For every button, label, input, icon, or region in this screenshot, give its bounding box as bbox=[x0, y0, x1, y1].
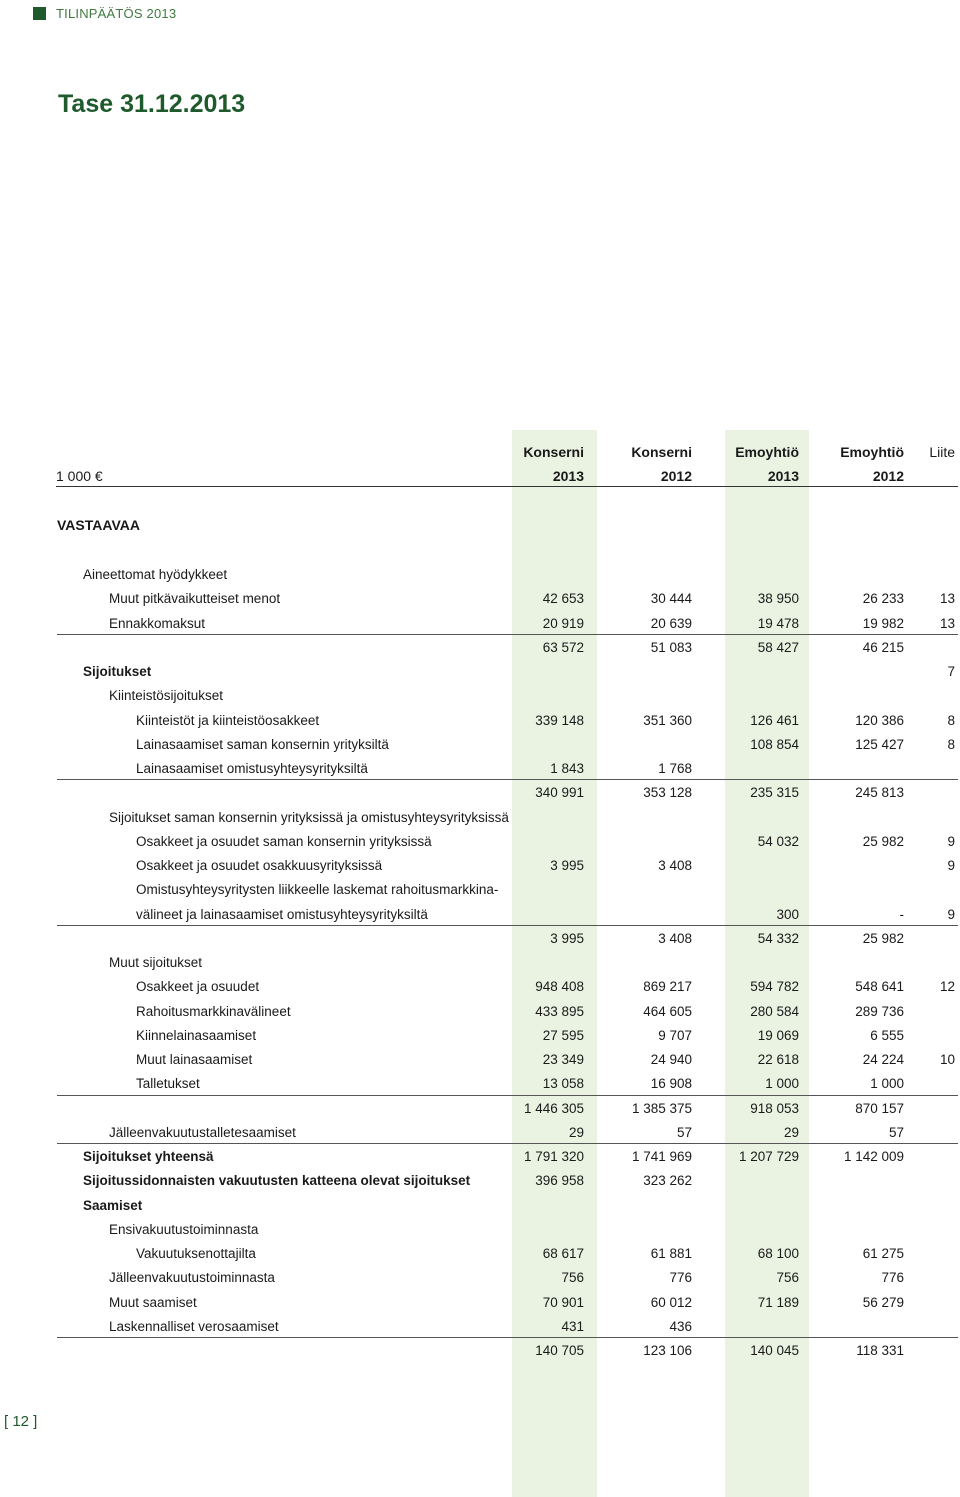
value-cell: 300 bbox=[776, 906, 799, 922]
value-cell: 280 584 bbox=[750, 1003, 799, 1019]
value-cell: 19 982 bbox=[862, 615, 904, 631]
value-cell: 26 233 bbox=[862, 591, 904, 607]
value-cell: 756 bbox=[561, 1270, 584, 1286]
value-cell: 68 100 bbox=[757, 1246, 799, 1261]
value-cell: 1 142 009 bbox=[843, 1149, 904, 1164]
value-cell: 140 045 bbox=[750, 1343, 799, 1358]
value-cell: 6 555 bbox=[870, 1027, 904, 1043]
table-row bbox=[0, 804, 960, 828]
table-row bbox=[0, 949, 960, 973]
value-cell: 58 427 bbox=[757, 639, 799, 655]
value-cell: 19 478 bbox=[757, 615, 799, 631]
table-row bbox=[0, 1264, 960, 1288]
subtotal-row bbox=[0, 1095, 960, 1119]
table-row bbox=[0, 658, 960, 682]
value-cell: 22 618 bbox=[757, 1052, 799, 1067]
value-cell: 30 444 bbox=[650, 591, 692, 607]
table-row bbox=[0, 1240, 960, 1264]
table-row bbox=[0, 901, 960, 925]
value-cell: 63 572 bbox=[542, 639, 584, 655]
row-label: Ennakkomaksut bbox=[109, 615, 206, 631]
value-cell: 118 331 bbox=[856, 1343, 904, 1358]
table-row bbox=[0, 973, 960, 997]
value-cell: 1 843 bbox=[550, 761, 584, 776]
value-cell: 29 bbox=[783, 1124, 799, 1140]
unit-label: 1 000 € bbox=[56, 468, 103, 484]
row-label: Sijoitukset bbox=[83, 664, 152, 679]
subtotal-row bbox=[0, 779, 960, 803]
row-label: Rahoitusmarkkinavälineet bbox=[136, 1003, 291, 1019]
value-cell: 431 bbox=[561, 1318, 584, 1334]
value-cell: 29 bbox=[568, 1124, 584, 1140]
value-cell: 464 605 bbox=[643, 1003, 692, 1019]
col-header-liite: Liite bbox=[929, 444, 955, 460]
row-label: Ensivakuutustoiminnasta bbox=[109, 1221, 259, 1237]
value-cell: 776 bbox=[669, 1270, 692, 1286]
value-cell: 3 408 bbox=[658, 930, 692, 946]
header-divider bbox=[56, 486, 958, 487]
value-cell: 1 741 969 bbox=[631, 1149, 692, 1164]
value-cell: 120 386 bbox=[855, 712, 904, 728]
row-label: Osakkeet ja osuudet bbox=[136, 979, 260, 995]
value-cell: 51 083 bbox=[650, 639, 692, 655]
value-cell: 60 012 bbox=[650, 1294, 692, 1310]
row-label: Lainasaamiset omistusyhteysyrityksiltä bbox=[136, 761, 368, 776]
note-ref-cell: 8 bbox=[947, 736, 955, 752]
value-cell: - bbox=[899, 906, 904, 922]
value-cell: 548 641 bbox=[855, 979, 904, 995]
note-ref-cell: 9 bbox=[947, 833, 955, 849]
col-year-4: 2012 bbox=[872, 468, 904, 484]
value-cell: 1 791 320 bbox=[523, 1149, 584, 1164]
row-label: välineet ja lainasaamiset omistusyhteysyrityksiltä bbox=[136, 906, 428, 922]
table-row bbox=[0, 610, 960, 634]
value-cell: 289 736 bbox=[855, 1003, 904, 1019]
value-cell: 1 000 bbox=[870, 1076, 904, 1092]
row-label: Kiinteistösijoitukset bbox=[109, 688, 224, 704]
row-label: Jälleenvakuutustalletesaamiset bbox=[109, 1124, 296, 1140]
value-cell: 340 991 bbox=[535, 785, 584, 801]
value-cell: 140 705 bbox=[535, 1343, 584, 1358]
value-cell: 46 215 bbox=[862, 639, 904, 655]
value-cell: 71 189 bbox=[757, 1294, 799, 1310]
table-row bbox=[0, 1070, 960, 1094]
table-row bbox=[0, 755, 960, 779]
row-label: Omistusyhteysyritysten liikkeelle laskemat rahoitusmarkkina- bbox=[136, 882, 499, 898]
note-ref-cell: 12 bbox=[939, 979, 955, 995]
value-cell: 25 982 bbox=[862, 930, 904, 946]
value-cell: 1 446 305 bbox=[523, 1100, 584, 1116]
value-cell: 3 408 bbox=[658, 858, 692, 873]
value-cell: 1 207 729 bbox=[738, 1149, 799, 1164]
value-cell: 323 262 bbox=[643, 1173, 692, 1189]
row-label: Kiinnelainasaamiset bbox=[136, 1027, 257, 1043]
note-ref-cell: 7 bbox=[947, 664, 955, 679]
value-cell: 1 768 bbox=[658, 761, 692, 776]
value-cell: 9 707 bbox=[658, 1027, 692, 1043]
value-cell: 20 919 bbox=[542, 615, 584, 631]
table-row bbox=[0, 1022, 960, 1046]
table-row bbox=[0, 682, 960, 706]
subtotal-row bbox=[0, 925, 960, 949]
value-cell: 1 000 bbox=[765, 1076, 799, 1092]
value-cell: 396 958 bbox=[535, 1173, 584, 1189]
row-label: Talletukset bbox=[136, 1076, 200, 1092]
table-row bbox=[0, 852, 960, 876]
value-cell: 436 bbox=[669, 1318, 692, 1334]
subtotal-row bbox=[0, 1337, 960, 1361]
table-row bbox=[0, 1167, 960, 1191]
table-row bbox=[0, 707, 960, 731]
row-label: Jälleenvakuutustoiminnasta bbox=[109, 1270, 275, 1286]
col-header-3: Emoyhtiö bbox=[735, 444, 799, 460]
note-ref-cell: 13 bbox=[939, 615, 955, 631]
value-cell: 3 995 bbox=[550, 930, 584, 946]
page-number: [ 12 ] bbox=[4, 1413, 38, 1430]
header-brand bbox=[33, 6, 176, 21]
col-header-2: Konserni bbox=[631, 444, 692, 460]
value-cell: 54 032 bbox=[757, 833, 799, 849]
value-cell: 27 595 bbox=[542, 1027, 584, 1043]
value-cell: 57 bbox=[888, 1124, 904, 1140]
value-cell: 756 bbox=[776, 1270, 799, 1286]
row-label: Osakkeet ja osuudet saman konsernin yrityksissä bbox=[136, 833, 432, 849]
value-cell: 869 217 bbox=[643, 979, 692, 995]
row-label: Muut saamiset bbox=[109, 1294, 197, 1310]
col-year-2: 2012 bbox=[660, 468, 692, 484]
value-cell: 433 895 bbox=[535, 1003, 584, 1019]
value-cell: 339 148 bbox=[535, 712, 584, 728]
row-label: Aineettomat hyödykkeet bbox=[83, 567, 228, 582]
col-header-4: Emoyhtiö bbox=[840, 444, 904, 460]
value-cell: 245 813 bbox=[855, 785, 904, 801]
table-row bbox=[0, 561, 960, 585]
table-row bbox=[0, 1192, 960, 1216]
table-row bbox=[0, 585, 960, 609]
row-label: Saamiset bbox=[83, 1197, 143, 1213]
note-ref-cell: 8 bbox=[947, 712, 955, 728]
subtotal-row bbox=[0, 634, 960, 658]
row-label: Sijoitukset yhteensä bbox=[83, 1149, 214, 1164]
table-row bbox=[0, 1313, 960, 1337]
value-cell: 125 427 bbox=[855, 736, 904, 752]
value-cell: 61 275 bbox=[862, 1246, 904, 1261]
value-cell: 23 349 bbox=[542, 1052, 584, 1067]
table-row bbox=[0, 731, 960, 755]
table-row bbox=[0, 1119, 960, 1143]
value-cell: 16 908 bbox=[650, 1076, 692, 1092]
value-cell: 126 461 bbox=[750, 712, 799, 728]
note-ref-cell: 10 bbox=[939, 1052, 955, 1067]
table-row bbox=[0, 1289, 960, 1313]
row-label: Lainasaamiset saman konsernin yrityksiltä bbox=[136, 736, 389, 752]
value-cell: 353 128 bbox=[643, 785, 692, 801]
value-cell: 57 bbox=[676, 1124, 692, 1140]
value-cell: 24 224 bbox=[862, 1052, 904, 1067]
section-title: VASTAAVAA bbox=[57, 517, 140, 533]
table-row bbox=[0, 1216, 960, 1240]
note-ref-cell: 9 bbox=[947, 858, 955, 873]
row-label: Osakkeet ja osuudet osakkuusyrityksissä bbox=[136, 858, 383, 873]
table-row bbox=[0, 1046, 960, 1070]
balance-sheet-table bbox=[0, 561, 960, 1361]
col-header-1: Konserni bbox=[523, 444, 584, 460]
col-year-1: 2013 bbox=[552, 468, 584, 484]
table-row bbox=[0, 876, 960, 900]
table-row bbox=[0, 998, 960, 1022]
value-cell: 68 617 bbox=[542, 1246, 584, 1261]
row-label: Sijoitussidonnaisten vakuutusten katteena olevat sijoitukset bbox=[83, 1173, 471, 1189]
brand-text: TILINPÄÄTÖS 2013 bbox=[56, 6, 177, 21]
row-label: Muut pitkävaikutteiset menot bbox=[109, 591, 281, 607]
brand-square-icon bbox=[33, 7, 46, 20]
table-row bbox=[0, 828, 960, 852]
value-cell: 948 408 bbox=[535, 979, 584, 995]
value-cell: 38 950 bbox=[757, 591, 799, 607]
value-cell: 24 940 bbox=[650, 1052, 692, 1067]
row-label: Muut lainasaamiset bbox=[136, 1052, 253, 1067]
row-label: Vakuutuksenottajilta bbox=[136, 1246, 256, 1261]
value-cell: 870 157 bbox=[855, 1100, 904, 1116]
value-cell: 19 069 bbox=[757, 1027, 799, 1043]
value-cell: 61 881 bbox=[650, 1246, 692, 1261]
note-ref-cell: 13 bbox=[939, 591, 955, 607]
row-label: Muut sijoitukset bbox=[109, 955, 203, 970]
value-cell: 13 058 bbox=[542, 1076, 584, 1092]
value-cell: 1 385 375 bbox=[631, 1100, 692, 1116]
row-label: Sijoitukset saman konsernin yrityksissä ja omistusyhteysyrityksissä bbox=[109, 809, 509, 825]
note-ref-cell: 9 bbox=[947, 906, 955, 922]
row-label: Kiinteistöt ja kiinteistöosakkeet bbox=[136, 712, 320, 728]
page-title: Tase 31.12.2013 bbox=[58, 90, 246, 118]
value-cell: 3 995 bbox=[550, 858, 584, 873]
row-label: Laskennalliset verosaamiset bbox=[109, 1318, 279, 1334]
value-cell: 108 854 bbox=[750, 736, 799, 752]
value-cell: 123 106 bbox=[643, 1343, 692, 1358]
value-cell: 25 982 bbox=[862, 833, 904, 849]
value-cell: 235 315 bbox=[750, 785, 799, 801]
value-cell: 20 639 bbox=[650, 615, 692, 631]
value-cell: 776 bbox=[881, 1270, 904, 1286]
value-cell: 56 279 bbox=[862, 1294, 904, 1310]
value-cell: 351 360 bbox=[643, 712, 692, 728]
value-cell: 42 653 bbox=[542, 591, 584, 607]
value-cell: 70 901 bbox=[542, 1294, 584, 1310]
value-cell: 594 782 bbox=[750, 979, 799, 995]
table-row bbox=[0, 1143, 960, 1167]
value-cell: 54 332 bbox=[757, 930, 799, 946]
value-cell: 918 053 bbox=[750, 1100, 799, 1116]
col-year-3: 2013 bbox=[767, 468, 799, 484]
